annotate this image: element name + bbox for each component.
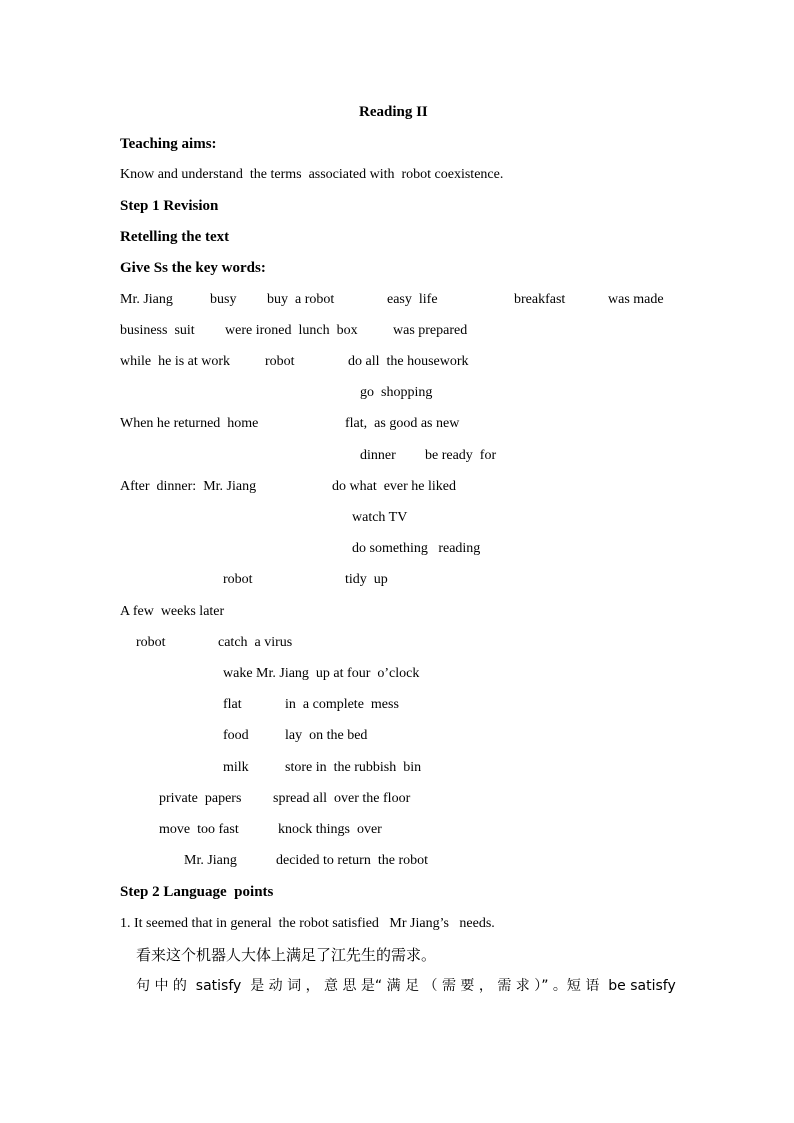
- keyword: do something reading: [352, 541, 481, 556]
- keyword: move too fast: [159, 822, 239, 837]
- keyword: in a complete mess: [285, 697, 399, 712]
- keyword: buy a robot: [267, 292, 335, 307]
- keyword: do what ever he liked: [332, 479, 457, 494]
- keyword: Mr. Jiang: [184, 853, 237, 868]
- keyword: food: [223, 728, 249, 743]
- keyword: breakfast: [514, 292, 566, 307]
- page-title: Reading II: [359, 104, 428, 120]
- keyword: decided to return the robot: [276, 853, 429, 868]
- keyword: were ironed lunch box: [225, 323, 358, 338]
- teaching-aims-heading: Teaching aims:: [120, 136, 217, 152]
- keyword: private papers: [159, 791, 242, 806]
- language-point-1-note: 句 中 的 satisfy 是 动 词 ， 意 思 是“ 满 足 （ 需 要 ， 需 求 ）” 。短 语 be satisfy: [136, 978, 676, 994]
- step2-heading: Step 2 Language points: [120, 884, 274, 900]
- keyword: business suit: [120, 323, 195, 338]
- language-point-1: 1. It seemed that in general the robot satisfied Mr Jiang’s needs.: [120, 916, 495, 931]
- keywords-heading: Give Ss the key words:: [120, 260, 266, 276]
- keyword: robot: [265, 354, 295, 369]
- keyword: watch TV: [352, 510, 408, 525]
- keyword: robot: [136, 635, 166, 650]
- step1-subheading: Retelling the text: [120, 229, 230, 245]
- keyword: spread all over the floor: [273, 791, 411, 806]
- keyword: be ready for: [425, 448, 497, 463]
- keyword: was prepared: [393, 323, 468, 338]
- keyword: go shopping: [360, 385, 433, 400]
- keyword: wake Mr. Jiang up at four o’clock: [223, 666, 420, 681]
- keyword: lay on the bed: [285, 728, 368, 743]
- keyword: dinner: [360, 448, 396, 463]
- keyword: busy: [210, 292, 237, 307]
- keyword: flat, as good as new: [345, 416, 460, 431]
- keyword: was made: [608, 292, 664, 307]
- keyword: tidy up: [345, 572, 388, 587]
- keyword: milk: [223, 760, 249, 775]
- keyword: knock things over: [278, 822, 382, 837]
- step1-heading: Step 1 Revision: [120, 198, 219, 214]
- language-point-1-translation: 看来这个机器人大体上满足了江先生的需求。: [136, 946, 437, 964]
- keyword: Mr. Jiang: [120, 292, 173, 307]
- keyword: do all the housework: [348, 354, 469, 369]
- keyword: catch a virus: [218, 635, 293, 650]
- teaching-aims-text: Know and understand the terms associated with robot coexistence.: [120, 167, 504, 182]
- keyword: while he is at work: [120, 354, 231, 369]
- keyword: When he returned home: [120, 416, 259, 431]
- keyword: easy life: [387, 292, 438, 307]
- keyword: store in the rubbish bin: [285, 760, 422, 775]
- keyword: flat: [223, 697, 242, 712]
- keyword: After dinner: Mr. Jiang: [120, 479, 257, 494]
- keyword: robot: [223, 572, 253, 587]
- keyword: A few weeks later: [120, 604, 225, 619]
